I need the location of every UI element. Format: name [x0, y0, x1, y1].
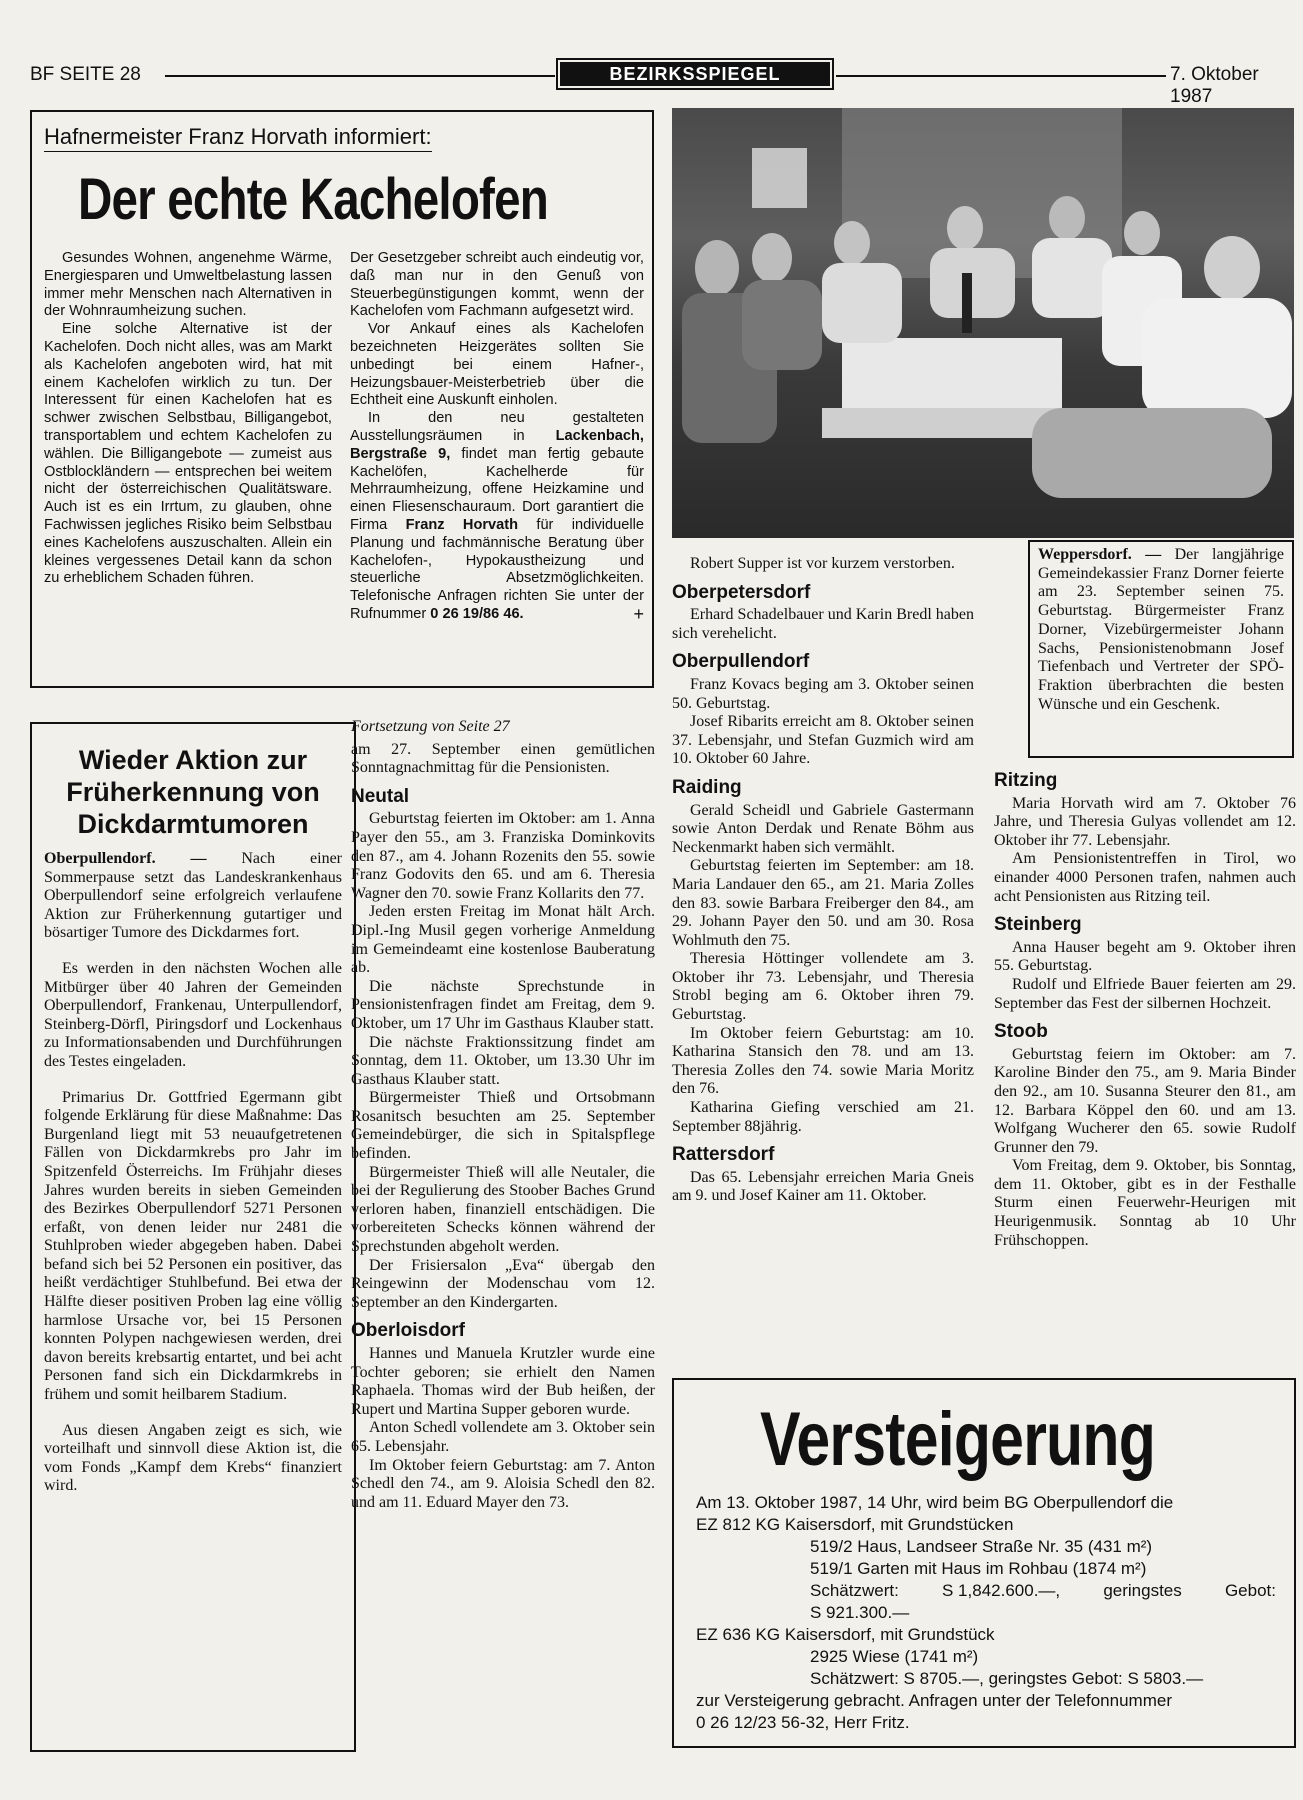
column-paragraph: Im Oktober feiern Geburtstag: am 7. Anton Schedl den 74., am 9. Aloisia Schedl den 82. und am 11. Eduard Mayer den 73.	[351, 1456, 655, 1511]
section-label: BEZIRKSSPIEGEL	[560, 62, 830, 86]
article-body	[44, 850, 342, 1496]
column-paragraph: Hannes und Manuela Krutzler wurde eine Tochter geboren; sie erhielt den Namen Raphaela. Thomas wird der Bub heißen, der Rupert und Martina Supper geboren wurde.	[351, 1345, 655, 1418]
ad-paragraph: Der Gesetzgeber schreibt auch eindeutig vor, daß man nur in den Genuß von Steuerbegünstigungen kommt, wenn der Kachelofen vom Fachmann aufgesetzt wird.	[350, 250, 644, 320]
column-paragraph: Maria Horvath wird am 7. Oktober 76 Jahre, und Theresia Gulyas vollendet am 12. Oktober ihr 77. Lebensjahr.	[994, 794, 1296, 849]
column-paragraph: Geburtstag feierten im September: am 18. Maria Landauer den 65., am 21. Maria Zolles den 83. sowie Barbara Freiberger den 84., am 29. Johann Payer den 50. und am 30. Rosa Wohlmuth den 75.	[672, 857, 974, 949]
article-headline: Wieder Aktion zur Früherkennung von Dickdarmtumoren	[66, 745, 320, 839]
column-paragraph: Vom Freitag, dem 9. Oktober, bis Sonntag, dem 11. Oktober, gibt es in der Festhalle Sturm einen Feuerwehr-Heurigen mit Heurigenmusik. Sonntag ab 10 Uhr Frühschoppen.	[994, 1157, 1296, 1249]
column-paragraph: Franz Kovacs beging am 3. Oktober seinen 50. Geburtstag.	[672, 675, 974, 712]
notice-line: S 921.300.—	[810, 1603, 910, 1622]
ad-paragraph: Vor Ankauf eines als Kachelofen bezeichneten Heizgerätes sollten Sie unbedingt bei einem Hafner-, Heizungsbauer-Meisterbetrieb über die Echtheit eine Auskunft einholen.	[350, 321, 644, 409]
column-paragraph: Theresia Höttinger vollendete am 3. Oktober ihr 73. Lebensjahr, und Theresia Strobl beging am 6. Oktober ihren 79. Geburtstag.	[672, 950, 974, 1024]
issue-date: 7. Oktober 1987	[1170, 64, 1259, 107]
continuation-note: Fortsetzung von Seite 27	[351, 718, 510, 735]
ad-column-1	[44, 250, 332, 588]
notice-line: zur Versteigerung gebracht. Anfragen unter der Telefonnummer	[696, 1691, 1172, 1710]
section-heading-raiding: Raiding	[672, 776, 742, 798]
section-heading-neutal: Neutal	[351, 785, 410, 807]
notice-line: 519/2 Haus, Landseer Straße Nr. 35 (431 m²)	[810, 1537, 1153, 1556]
notice-line: Schätzwert: S 1,842.600.—, geringstes Gebot:	[810, 1581, 1276, 1600]
column-paragraph: Anna Hauser begeht am 9. Oktober ihren 55. Geburtstag.	[994, 938, 1296, 975]
article-paragraph: Aus diesen Angaben zeigt es sich, wie vorteilhaft und sinnvoll diese Aktion ist, die vom Fonds „Kampf dem Krebs“ finanziert wird.	[44, 1421, 342, 1495]
ad-headline: Der echte Kachelofen	[78, 167, 548, 232]
column-paragraph: Geburtstag feiern im Oktober: am 7. Karoline Binder den 75., am 9. Maria Binder den 92., am 10. Susanna Steurer den 81., am 12. Barbara Köppel den 60. und am 13. Wolfgang Wucherer den 65. sowie Rudolf Grunner den 79.	[994, 1045, 1296, 1156]
article-paragraph: Primarius Dr. Gottfried Egermann gibt folgende Erklärung für diese Maßnahme: Das Burgenland liegt mit 53 neuaufgetretenen Fällen von Dickdarmkrebs pro Jahr im Spitzenfeld Österreichs. Im Frühjahr dieses Jahres wurden bereits in sieben Gemeinden des Bezirkes Oberpullendorf 5271 Personen erfaßt, von denen leider nur 2481 die Stuhlproben wieder abgegeben haben. Dabei befand sich bei 52 Personen ein positiver, das heißt verdächtiger Stuhlbefund. Bei etwa der Hälfte dieser positiven Proben lag eine völlig harmlose Ursache vor, bei 15 Personen konnten Polypen nachgewiesen werden, drei davon bereits krebsartig entartet, und bei acht Personen fand sich ein Dickdarmkrebs in frühem und somit heilbarem Stadium.	[44, 1088, 342, 1404]
notice-line: 0 26 12/23 56-32, Herr Fritz.	[696, 1713, 910, 1732]
notice-body	[696, 1492, 1276, 1734]
column-paragraph: Robert Supper ist vor kurzem verstorben.	[690, 555, 955, 572]
column-paragraph: Geburtstag feierten im Oktober: am 1. Anna Payer den 55., am 3. Franziska Dominkovits den 87., am 4. Johann Rozenits den 55. sowie Franz Godovits den 65. und am 6. Theresia Wagner den 70. sowie Franz Kollarits den 77.	[351, 810, 655, 902]
ad-paragraph: In den neu gestalteten Ausstellungsräumen in Lackenbach, Bergstraße 9, findet man fertig gebaute Kachelöfen, Kachelherde für Mehrraumheizung, offene Heizkamine und einen Fliesenschauraum. Dort garantiert die Firma Franz Horvath für individuelle Planung und fachmännische Beratung über Kachelofen-, Hypokaustheizung und steuerliche Absetzmöglichkeiten. Telefonische Anfragen richten Sie unter der Rufnummer 0 26 19/86 46. +	[350, 410, 644, 624]
section-heading-ritzing: Ritzing	[994, 770, 1058, 791]
column-paragraph: Katharina Giefing verschied am 21. September 88jährig.	[672, 1099, 974, 1135]
news-photo	[672, 108, 1294, 538]
column-3	[672, 555, 974, 1206]
header-rule-left	[165, 75, 555, 77]
notice-headline: Versteigerung	[760, 1397, 1156, 1482]
article-paragraph: Oberpullendorf. — Nach einer Sommerpause setzt das Landeskrankenhaus Oberpullendorf seine erfolgreich verlaufene Aktion zur Früherkennung gutartiger und bösartiger Tumore des Dickdarmes fort.	[44, 850, 343, 942]
section-heading-rattersdorf: Rattersdorf	[672, 1144, 775, 1166]
section-heading-oberpetersdorf: Oberpetersdorf	[672, 581, 811, 603]
section-heading-oberpullendorf: Oberpullendorf	[672, 651, 810, 673]
column-paragraph: Das 65. Lebensjahr erreichen Maria Gneis am 9. und Josef Kainer am 11. Oktober.	[672, 1168, 974, 1205]
column-paragraph: Im Oktober feiern Geburtstag: am 10. Katharina Stansich den 78. und am 13. Theresia Zolles den 74. sowie Maria Moritz den 76.	[672, 1024, 974, 1098]
dickdarm-article-box	[30, 722, 356, 1752]
column-paragraph: Bürgermeister Thieß will alle Neutaler, die bei der Regulierung des Stoober Baches Grund verloren haben, finanziell entschädigen. Die vorbereiteten Schecks können während der Sprechstunden abgeholt werden.	[351, 1163, 655, 1256]
kachelofen-ad	[30, 110, 654, 688]
column-4	[994, 772, 1296, 1250]
ad-phone: 0 26 19/86 46.	[430, 605, 524, 622]
page-header	[30, 58, 1300, 107]
column-paragraph: Die nächste Fraktionssitzung findet am Sonntag, dem 11. Oktober, um 13.30 Uhr im Gasthaus Klauber statt.	[351, 1033, 655, 1088]
column-paragraph: Rudolf und Elfriede Bauer feierten am 29. September das Fest der silbernen Hochzeit.	[994, 975, 1296, 1012]
notice-line: Schätzwert: S 8705.—, geringstes Gebot: S 5803.—	[810, 1669, 1204, 1688]
section-label-box	[556, 58, 834, 90]
caption-text: Der langjährige Gemeindekassier Franz Dorner feierte am 23. September seinen 75. Geburtstag. Bürgermeister Franz Dorner, Vizebürgermeister Johann Sachs, Pensionistenobmann Josef Tiefenbach und Vertreter der SPÖ-Fraktion überbrachten die besten Wünsche und ein Geschenk.	[1038, 546, 1284, 713]
section-heading-stoob: Stoob	[994, 1021, 1048, 1043]
page-number: BF SEITE 28	[30, 64, 141, 85]
photo-people-silhouettes	[672, 108, 1294, 538]
notice-line: 519/1 Garten mit Haus im Rohbau (1874 m²)	[810, 1559, 1147, 1578]
notice-line: 2925 Wiese (1741 m²)	[810, 1647, 979, 1666]
column-paragraph: Die nächste Sprechstunde in Pensionistenfragen findet am Freitag, dem 9. Oktober, um 17 Uhr im Gasthaus Klauber statt.	[351, 977, 655, 1032]
notice-line: Am 13. Oktober 1987, 14 Uhr, wird beim BG Oberpullendorf die	[696, 1493, 1174, 1512]
column-paragraph: Erhard Schadelbauer und Karin Bredl haben sich verehelicht.	[672, 606, 974, 642]
ad-kicker: Hafnermeister Franz Horvath informiert:	[44, 124, 432, 152]
column-paragraph: Josef Ribarits erreicht am 8. Oktober seinen 37. Lebensjahr, und Stefan Guzmich wird am 10. Oktober 60 Jahre.	[672, 713, 974, 768]
column-paragraph: Jeden ersten Freitag im Monat hält Arch. Dipl.-Ing Musil gegen vorherige Anmeldung im Gemeindeamt eine kostenlose Bauberatung ab.	[351, 903, 655, 977]
column-paragraph: Am Pensionistentreffen in Tirol, wo einander 4000 Personen trafen, nahmen auch acht Pensionisten aus Ritzing teil.	[994, 850, 1296, 905]
notice-line: EZ 636 KG Kaisersdorf, mit Grundstück	[696, 1625, 995, 1644]
section-heading-steinberg: Steinberg	[994, 914, 1082, 936]
header-rule-right	[836, 75, 1166, 77]
caption-lead: Weppersdorf. —	[1038, 546, 1162, 563]
ad-paragraph: Gesundes Wohnen, angenehme Wärme, Energiesparen und Umweltbelastung lassen immer mehr Menschen nach Alternativen in der Wohnraumheizung suchen.	[44, 250, 332, 320]
ad-paragraph: Eine solche Alternative ist der Kachelofen. Doch nicht alles, was am Markt als Kachelofen angeboten wird, hat mit einem Kachelofen wirklich zu tun. Der Interessent für einen Kachelofen hat es schwer zwischen Selbstbau, Billigangebot, transportablem und echtem Kachelofen zu wählen. Die Billigangebote — zumeist aus Ostblockländern — entsprechen bei weitem nicht der österreichischen Qualitätsware. Auch ist es ein Irrtum, zu glauben, ohne Fachwissen jegliches Risiko beim Selbstbau eines Kachelofens auszuschalten. Allein ein kleines vergessenes Detail kann da schon zu erheblichem Schaden führen.	[44, 321, 332, 587]
column-paragraph: Der Frisiersalon „Eva“ übergab den Reingewinn der Modenschau vom 12. September an den Kindergarten.	[351, 1256, 655, 1311]
ad-column-2	[350, 250, 644, 624]
photo-caption-box	[1028, 540, 1294, 758]
column-2	[351, 718, 655, 1512]
end-mark: +	[633, 603, 644, 624]
section-heading-oberloisdorf: Oberloisdorf	[351, 1320, 466, 1342]
notice-line: EZ 812 KG Kaisersdorf, mit Grundstücken	[696, 1515, 1014, 1534]
article-paragraph: Es werden in den nächsten Wochen alle Mitbürger über 40 Jahren der Gemeinden Oberpullendorf, Frankenau, Unterpullendorf, Steinberg-Dörfl, Piringsdorf und Lockenhaus zu Informationsabenden und Durchführungen des Testes eingeladen.	[44, 959, 342, 1070]
column-paragraph: Anton Schedl vollendete am 3. Oktober sein 65. Lebensjahr.	[351, 1419, 655, 1455]
column-paragraph: Gerald Scheidl und Gabriele Gastermann sowie Anton Derdak und Renate Böhm aus Neckenmarkt haben sich vermählt.	[672, 801, 974, 856]
versteigerung-notice	[672, 1378, 1296, 1748]
column-paragraph: Bürgermeister Thieß und Ortsobmann Rosanitsch besuchten am 25. September Gemeindebürger, die sich in Spitalspflege befinden.	[351, 1089, 655, 1163]
column-paragraph: am 27. September einen gemütlichen Sonntagnachmittag für die Pensionisten.	[351, 740, 655, 777]
